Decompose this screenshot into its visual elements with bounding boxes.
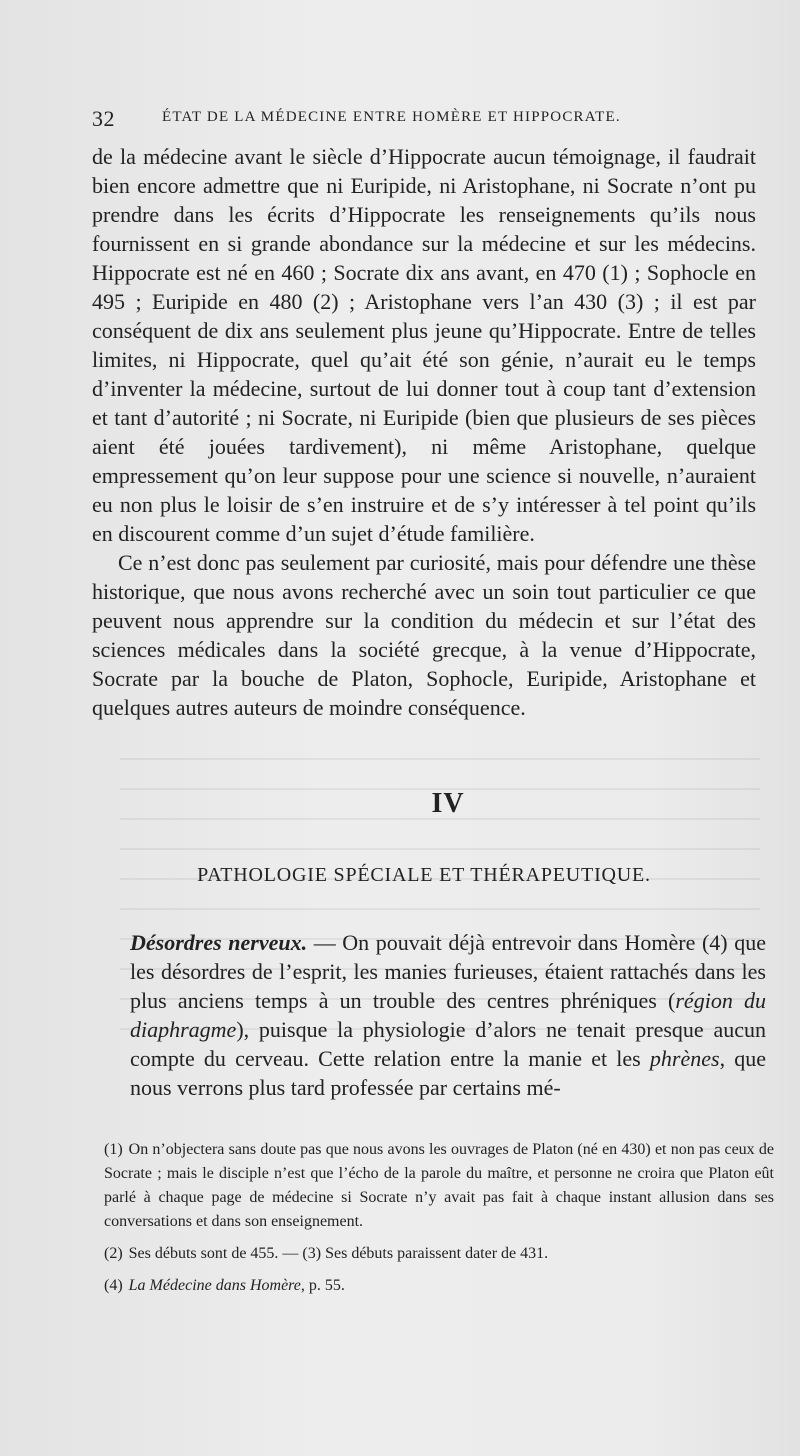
footnote-text: On n’objectera sans doute pas que nous avons les ouvrages de Platon (né en 430) et non pas ceux de Socrate ; mais le disciple n’est que l’écho de la parole du maître, et personne ne croira que Platon eût parlé à chaque page de médecine si Socrate n’y avait pas fait à chaque instant allusion dans ses conversations et dans son enseignement.	[104, 1141, 774, 1230]
section-text: — On pouvait déjà entrevoir dans Homère (4) que les désordres de l’esprit, les manies furieuses, étaient rattachés dans les plus anciens temps à un trouble des centres phréniques (	[130, 930, 766, 1013]
page-number: 32	[92, 106, 115, 131]
footnote-number: (1)	[104, 1141, 123, 1158]
footnote-title: La Médecine dans Homère	[128, 1277, 301, 1294]
emphasis: région du diaphragme	[130, 988, 766, 1042]
footnote	[104, 1242, 774, 1266]
section-title: PATHOLOGIE SPÉCIALE ET THÉRAPEUTIQUE.	[197, 864, 651, 886]
footnote	[104, 1274, 774, 1298]
page-header	[92, 106, 696, 136]
section-number: IV	[431, 788, 465, 819]
emphasis: phrènes	[649, 1046, 720, 1071]
section-text: , que nous verrons plus tard professée par certains mé-	[130, 1046, 766, 1100]
footnote-number: (4)	[104, 1277, 123, 1294]
section-text: ), puisque la physiologie d’alors ne tenait presque aucun compte du cerveau. Cette relation entre la manie et les	[130, 1017, 766, 1071]
footnote-text: Ses débuts sont de 455. — (3) Ses débuts paraissent dater de 431.	[128, 1245, 549, 1262]
footnote-number: (2)	[104, 1245, 123, 1262]
paragraph: de la médecine avant le siècle d’Hippocrate aucun témoignage, il faudrait bien encore admettre que ni Euripide, ni Aristophane, ni Socrate n’ont pu prendre dans les écrits d’Hippocrate les renseignements qu’ils nous fournissent en si grande abondance sur la médecine et sur les médecins. Hippocrate est né en 460 ; Socrate dix ans avant, en 470 (1) ; Sophocle en 495 ; Euripide en 480 (2) ; Aristophane vers l’an 430 (3) ; il est par conséquent de dix ans seulement plus jeune qu’Hippocrate. Entre de telles limites, ni Hippocrate, quel qu’ait été son génie, n’aurait eu le temps d’inventer la médecine, surtout de lui donner tout à coup tant d’extension et tant d’autorité ; ni Socrate, ni Euripide (bien que plusieurs de ses pièces aient été jouées tardivement), ni même Aristophane, quelque empressement qu’on leur suppose pour une science si nouvelle, n’auraient eu non plus le loisir de s’en instruire et de s’y intéresser à tel point qu’ils en discourent comme d’un sujet d’étude familière.	[92, 144, 756, 546]
section-lead: Désordres nerveux.	[130, 930, 308, 955]
footnote-text: , p. 55.	[300, 1277, 345, 1294]
footnotes	[104, 1138, 774, 1306]
footnote	[104, 1138, 774, 1234]
main-text	[92, 142, 756, 722]
running-title: ÉTAT DE LA MÉDECINE ENTRE HOMÈRE ET HIPPOCRATE.	[162, 109, 621, 125]
section-paragraph	[130, 928, 766, 1102]
paragraph: Ce n’est donc pas seulement par curiosité, mais pour défendre une thèse historique, que nous avons recherché avec un soin tout particulier ce que peuvent nous apprendre sur la condition du médecin et sur l’état des sciences médicales dans la société grecque, à la venue d’Hippocrate, Socrate par la bouche de Platon, Sophocle, Euripide, Aristophane et quelques autres auteurs de moindre conséquence.	[92, 550, 756, 720]
